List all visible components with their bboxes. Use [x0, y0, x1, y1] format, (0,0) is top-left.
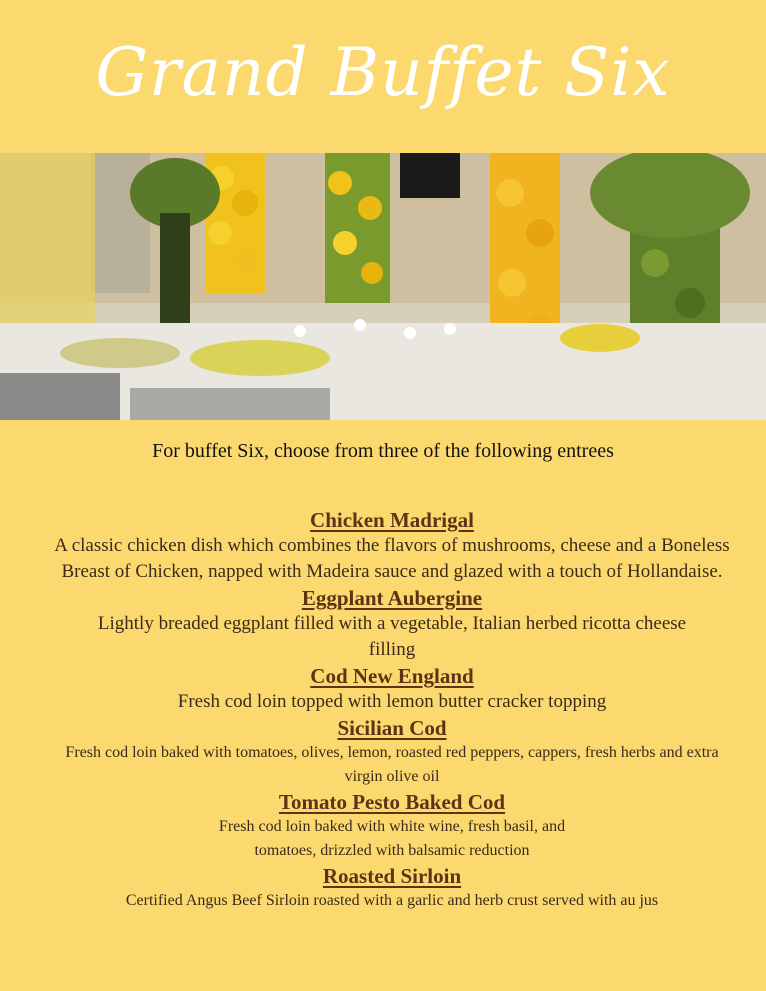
entree-description: Lightly breaded eggplant filled with a vegetable, Italian herbed ricotta cheese filling	[97, 613, 687, 660]
entree-item	[40, 585, 744, 663]
entree-description: Fresh cod loin baked with tomatoes, olives, lemon, roasted red peppers, cappers, fresh herbs and extra virgin olive oil	[65, 744, 719, 785]
entree-name: Eggplant Aubergine	[301, 586, 483, 610]
entree-description: A classic chicken dish which combines the flavors of mushrooms, cheese and a Boneless Breast of Chicken, napped with Madeira sauce and glazed with a touch of Hollandaise.	[54, 535, 730, 582]
entree-item	[40, 663, 744, 715]
entree-name: Tomato Pesto Baked Cod	[278, 790, 506, 814]
entree-item	[40, 789, 744, 863]
entree-item	[40, 507, 744, 585]
entree-description: Certified Angus Beef Sirloin roasted with a garlic and herb crust served with au jus	[125, 892, 659, 909]
entree-name: Chicken Madrigal	[310, 508, 474, 532]
page-title: Grand Buffet Six	[95, 34, 671, 111]
entree-name: Cod New England	[310, 664, 474, 688]
entree-item	[40, 715, 744, 789]
entree-name: Sicilian Cod	[337, 716, 447, 740]
entree-list	[40, 507, 744, 913]
entree-item	[40, 863, 744, 913]
entree-name: Roasted Sirloin	[322, 864, 462, 888]
entree-description: Fresh cod loin topped with lemon butter cracker topping	[177, 691, 607, 712]
intro-text: For buffet Six, choose from three of the following entrees	[152, 440, 614, 462]
entree-description: Fresh cod loin baked with white wine, fresh basil, and tomatoes, drizzled with balsamic reduction	[218, 818, 566, 859]
buffet-photo	[0, 153, 766, 420]
